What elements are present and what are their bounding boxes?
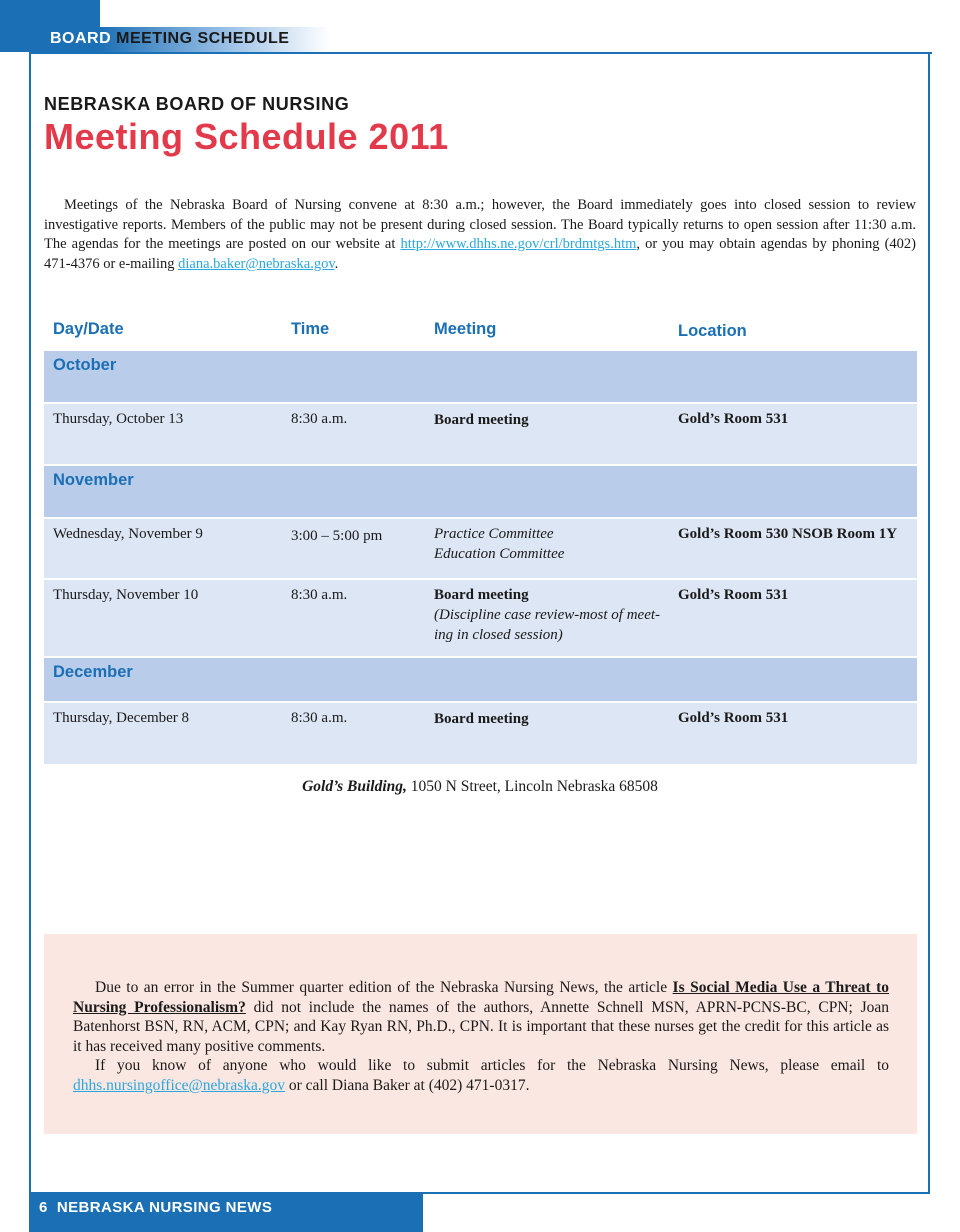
month-row: October [44,351,917,404]
section-title: BOARD MEETING SCHEDULE [50,30,290,47]
month-row: December [44,658,917,703]
building-address: Gold’s Building, 1050 N Street, Lincoln Nebraska 68508 [302,778,658,795]
notice-paragraph: Due to an error in the Summer quarter edition of the Nebraska Nursing News, the article Is Social Media Use a Threat to Nursing Professionalism? did not include the names of the authors, Annette Schnell MSN, APRN-PCNS-BC, CPN; Joan Batenhorst BSN, RN, ACM, CPN; and Kay Ryan RN, Ph.D., CPN. It is important that these nurses get the credit for this article as it has received many positive comments. [73,979,889,1055]
agenda-website-link[interactable]: http://www.dhhs.ne.gov/crl/brdmtgs.htm [400,236,637,252]
schedule-table [44,314,917,766]
table-row: Thursday, November 10 8:30 a.m. Board meeting (Discipline case review-most of meet- ing in closed session) Gold’s Room 531 [44,580,917,658]
publication-name: NEBRASKA NURSING NEWS [56,1199,273,1216]
header-time: Time [291,320,330,338]
page-number: 6 [39,1199,48,1216]
page-footer [39,1199,272,1216]
header-meeting: Meeting [434,320,497,338]
intro-paragraph: Meetings of the Nebraska Board of Nursing convene at 8:30 a.m.; however, the Board immediately goes into closed session to review investigative reports. Members of the public may not be present during closed session. The Board typically returns to open session after 11:30 a.m. The agendas for the meetings are posted on our website at http://www.dhhs.ne.gov/crl/brdmtgs.htm, or you may obtain agendas by phoning (402) 471-4376 or e-mailing diana.baker@nebraska.gov. [44,197,917,272]
email-link[interactable]: diana.baker@nebraska.gov [178,255,335,272]
org-title: NEBRASKA BOARD OF NURSING [44,94,350,114]
table-row: Wednesday, November 9 3:00 – 5:00 pm Practice Committee Education Committee Gold’s Room 530 NSOB Room 1Y [44,519,917,580]
table-header [44,314,917,351]
nursing-office-email-link[interactable]: dhhs.nursingoffice@nebraska.gov [73,1076,285,1094]
table-row: Thursday, December 8 8:30 a.m. Board meeting Gold’s Room 531 [44,703,917,766]
header-location: Location [678,322,747,340]
month-row: November [44,466,917,519]
table-row: Thursday, October 13 8:30 a.m. Board meeting Gold’s Room 531 [44,404,917,466]
page-header [0,0,960,52]
page-title: Meeting Schedule 2011 [44,116,449,157]
correction-notice [44,934,917,1134]
notice-paragraph: If you know of anyone who would like to submit articles for the Nebraska Nursing News, please email to dhhs.nursingoffice@nebraska.gov or call Diana Baker at (402) 471-0317. [73,1057,889,1094]
header-day: Day/Date [53,320,124,338]
article-title: Is Social Media Use a Threat to Nursing Professionalism? [73,979,889,1016]
